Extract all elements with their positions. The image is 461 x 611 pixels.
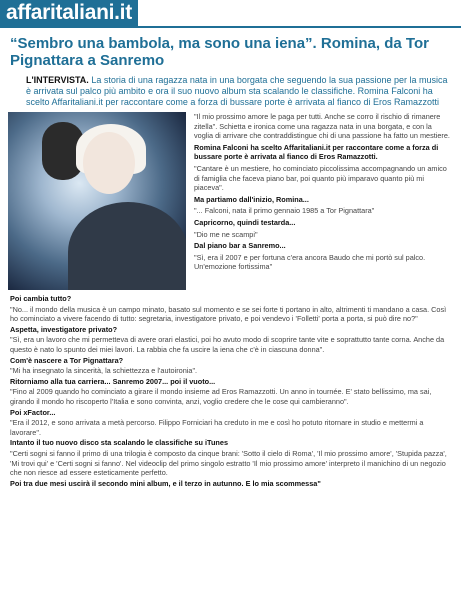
interview-question: Com'è nascere a Tor Pignattara? [10,355,124,365]
lead-text: La storia di una ragazza nata in una borgata che seguendo la sua passione per la musica è arrivata sul palco più ambito e ora il suo nuovo album sta scalando le classifiche. Romina Falconi ha scelto Affaritaliani.it per raccontare come a forza di bussare porte è arrivata al fianco di Eros Ramazzotti [26,75,448,107]
article-photo [8,112,186,290]
interview-question: Aspetta, investigatore privato? [10,324,118,334]
interview-answer: "Il mio prossimo amore le paga per tutti. Anche se corro il rischio di rimanere zitella". Schietta e ironica come una ragazza nata in una borgata, e con la voglia di arrivare che contraddistingue chi di una passione ha fatto un mestiere. [194,112,450,141]
interview-answer: "Mi ha insegnato la sincerità, la schiettezza e l'autoironia". [10,366,198,376]
interview-answer: "No... il mondo della musica è un campo minato, basato sul momento e se sei forte ti portano in alto, altrimenti ti mandano a casa. Così ho cominciato a vivere facendo di tutto: segretaria, investigatore privato, e poi vendevo i 'Folletti' porta a porta, si può dire no?" [10,304,447,324]
interview-question: Poi xFactor... [10,407,56,417]
article-body-bottom [10,294,451,488]
interview-question: Poi tra due mesi uscirà il secondo mini album, e il terzo in autunno. E lo mia scommessa" [10,478,321,488]
interview-question: Capricorno, quindi testarda... [194,217,296,227]
interview-answer: "Sì, era il 2007 e per fortuna c'era ancora Baudo che mi portò sul palco. Un'emozione fortissima" [194,252,426,272]
interview-question: Intanto il tuo nuovo disco sta scalando le classifiche su iTunes [10,438,229,448]
right-column-text [194,112,451,290]
interview-question: Romina Falconi ha scelto Affaritaliani.it per raccontare come a forza di bussare porte è arrivata al fianco di Eros Ramazzotti. [194,142,439,162]
interview-question: Ma partiamo dall'inizio, Romina... [194,194,309,204]
face-shape [83,132,135,194]
interview-answer: "Sì, era un lavoro che mi permetteva di avere orari elastici, poi ho avuto modo di scoprire tante vite e soprattutto tante corna. Anche da questo è nato lo spunto dei miei lavori. La rabbia che fa uscire la iena che c'è in ciascuna donna". [10,335,445,354]
lead-label: L'INTERVISTA. [26,75,89,85]
interview-answer: "Dio me ne scampi" [194,229,258,239]
interview-answer: "... Falconi, nata il primo gennaio 1985 a Tor Pignattara" [194,206,375,216]
interview-answer: "Era il 2012, e sono arrivata a metà percorso. Filippo Forniciari ha creduto in me e così ho potuto ritornare in studio e mettermi a lavorare". [10,418,424,437]
interview-question: Poi cambia tutto? [10,294,72,303]
interview-answer: "Cantare è un mestiere, ho cominciato piccolissima accompagnando un amico di famiglia che faceva piano bar, poi quanto più imparavo quanto più mi piaceva". [194,163,447,193]
interview-answer: "Certi sogni si fanno il primo di una trilogia è composto da cinque brani: 'Sotto il cielo di Roma', 'Il mio prossimo amore', 'Stupida pazza', 'Mi trovi qui' e 'Certi sogni si fanno'. Nel videoclip del primo singolo estratto 'Il mio prossimo amore' interpreto il manichino di un negozio che non riesce ad essere esteticamente perfetto. [10,448,447,478]
site-logo[interactable]: affaritaliani.it [0,0,138,26]
site-header [0,0,461,28]
article-lead [26,75,451,108]
interview-question: Dal piano bar a Sanremo... [194,241,286,251]
interview-answer: "Fino al 2009 quando ho cominciato a girare il mondo insieme ad Eros Ramazzotti. Un anno in tournée. E' stato bellissimo, ma sai, girando il mondo ho riscoperto l'Italia e sono convinta, anzi, voglio credere che le cose qui cambieranno". [10,387,432,406]
article-title: “Sembro una bambola, ma sono una iena”. Romina, da Tor Pignattara a Sanremo [10,35,429,69]
shoulder-shape [68,202,186,290]
article-body-top [8,112,451,290]
interview-question: Ritorniamo alla tua carriera... Sanremo 2007... poi il vuoto... [10,376,216,386]
